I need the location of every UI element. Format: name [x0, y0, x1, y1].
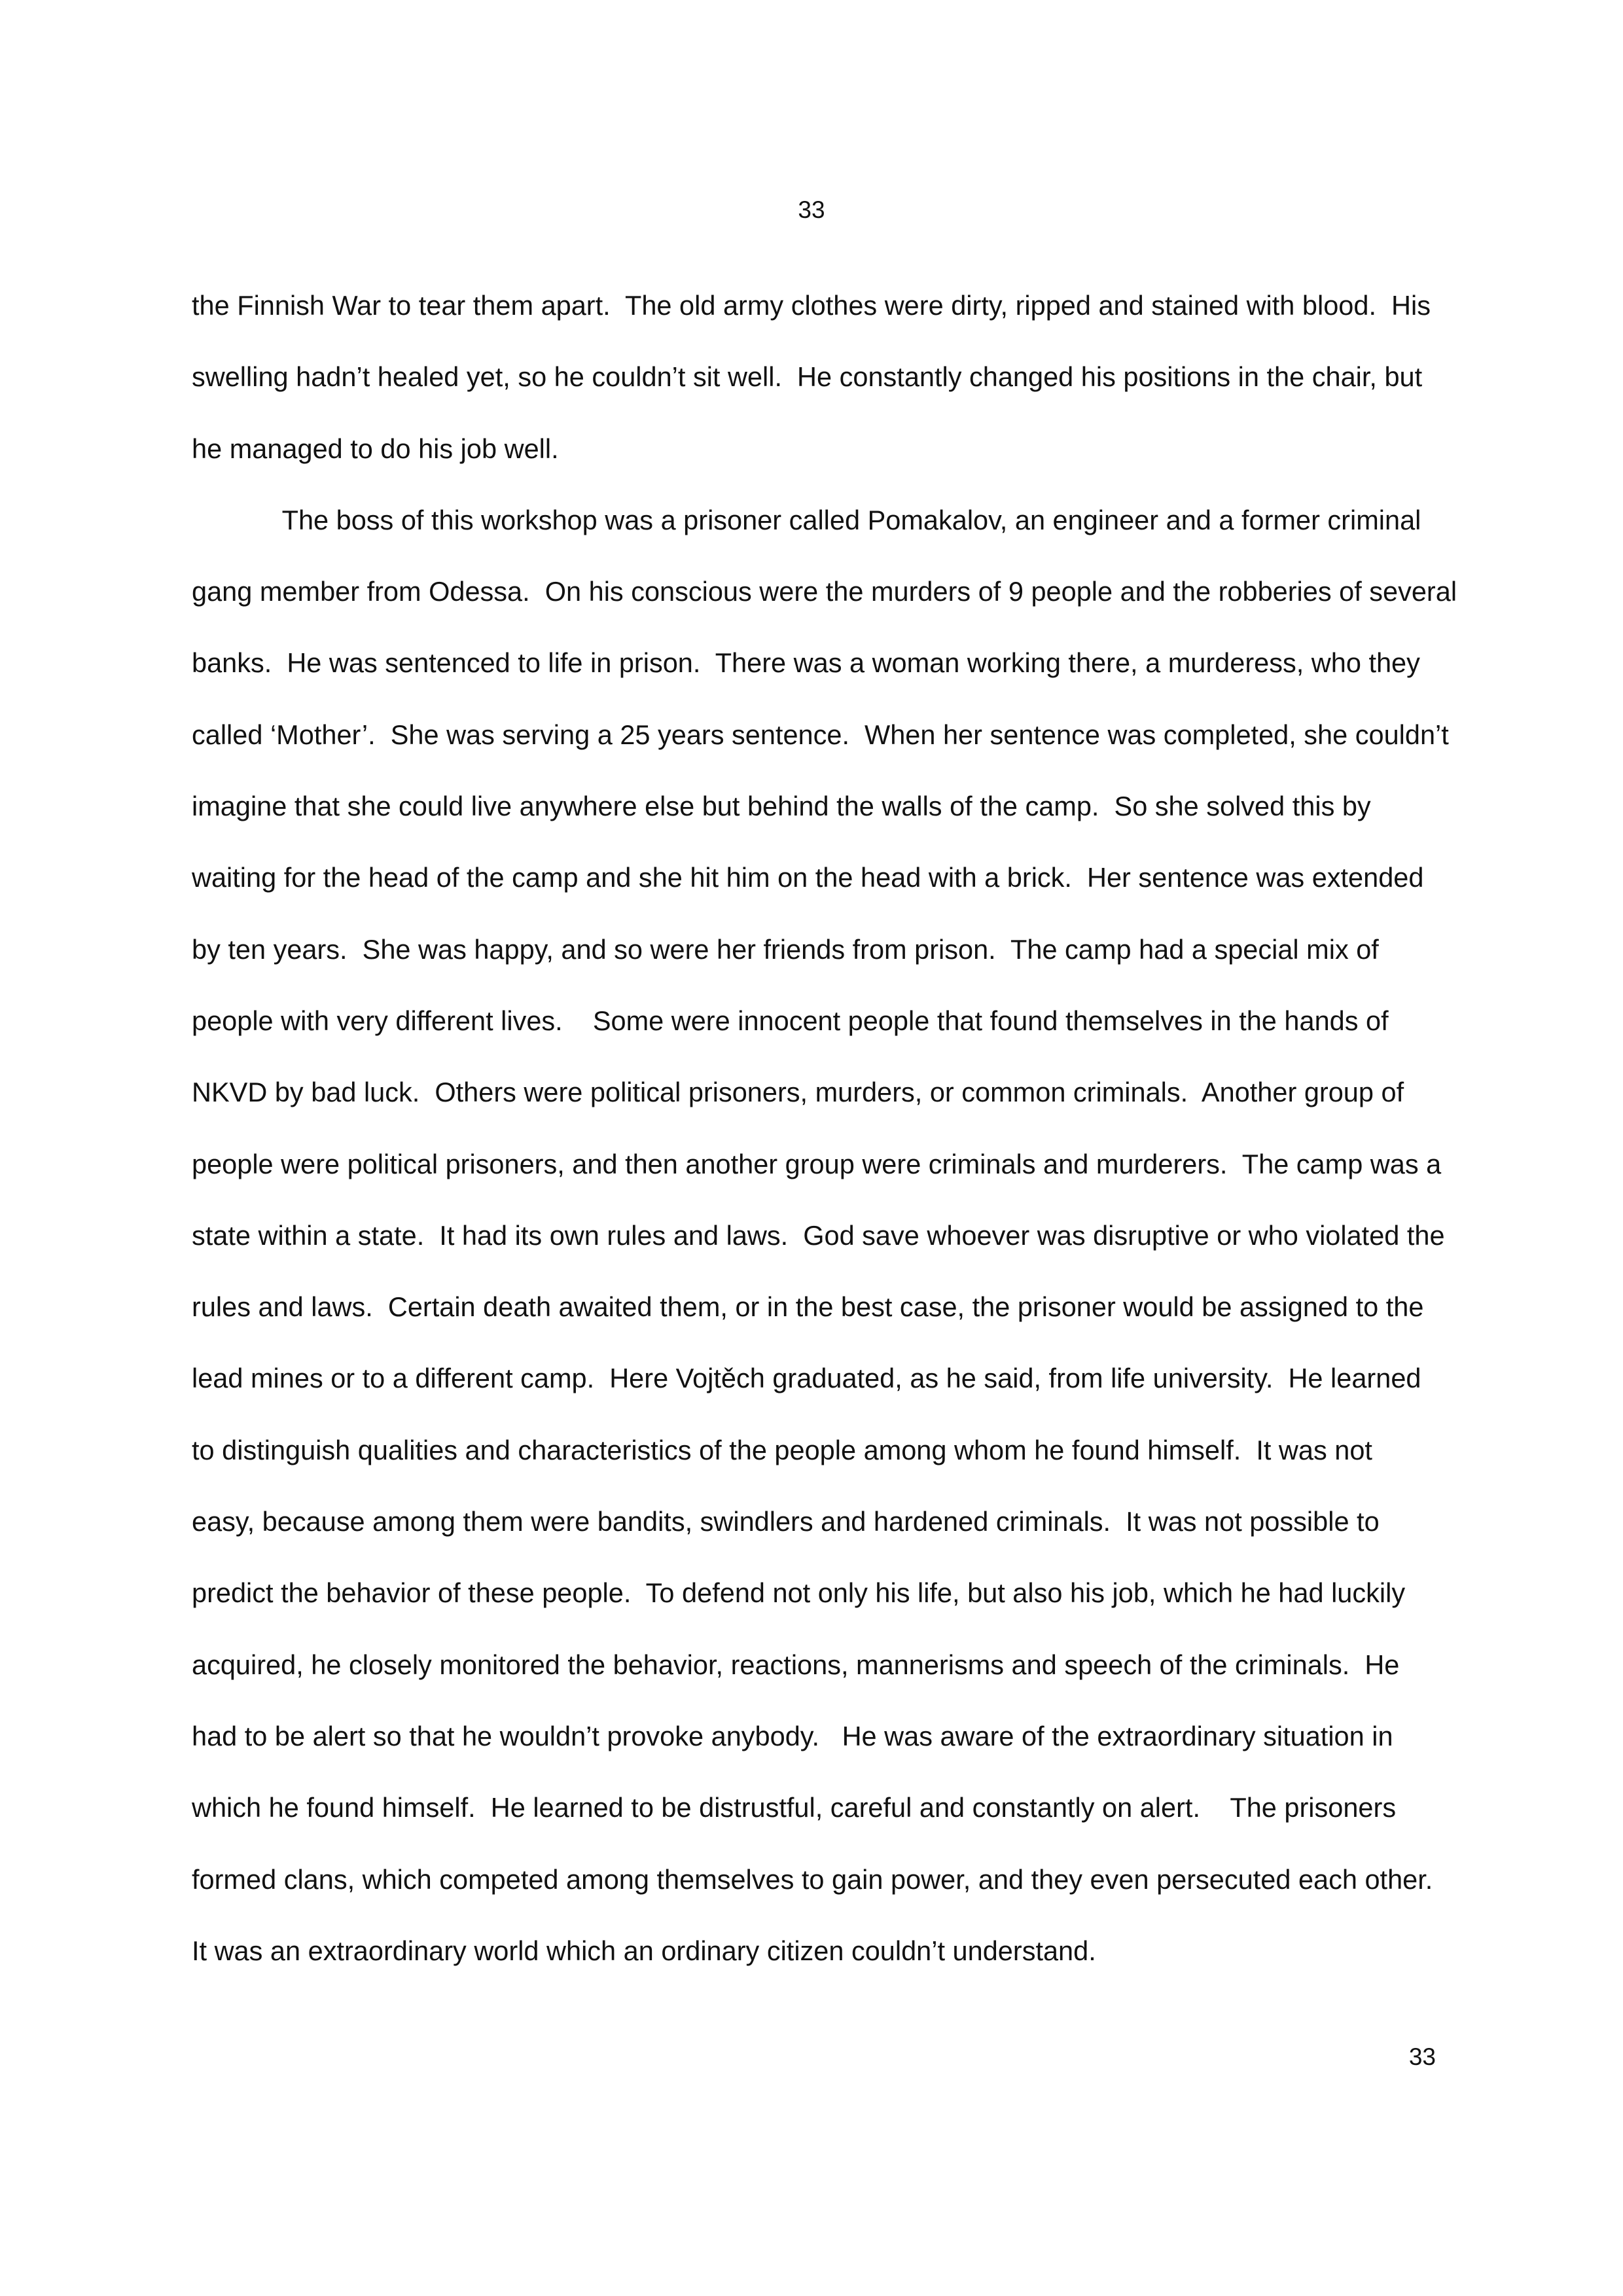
text-line: had to be alert so that he wouldn’t provoke anybody. He was aware of the extraordinary situation in [192, 1720, 1393, 1751]
text-line: people were political prisoners, and then another group were criminals and murderers. The camp was a [192, 1148, 1442, 1179]
text-line: The boss of this workshop was a prisoner called Pomakalov, an engineer and a former criminal [192, 504, 1421, 535]
text-line: NKVD by bad luck. Others were political prisoners, murders, or common criminals. Another group of [192, 1077, 1404, 1108]
text-line: he managed to do his job well. [192, 433, 559, 464]
text-line: the Finnish War to tear them apart. The old army clothes were dirty, ripped and stained with blood. His [192, 290, 1431, 321]
text-line: state within a state. It had its own rules and laws. God save whoever was disruptive or who violated the [192, 1219, 1445, 1251]
text-line: gang member from Odessa. On his conscious were the murders of 9 people and the robberies of several [192, 576, 1457, 607]
text-line: easy, because among them were bandits, swindlers and hardened criminals. It was not possible to [192, 1506, 1380, 1537]
text-line: people with very different lives. Some were innocent people that found themselves in the hands of [192, 1005, 1389, 1036]
text-line: by ten years. She was happy, and so were her friends from prison. The camp had a special mix of [192, 933, 1379, 965]
text-line: to distinguish qualities and characteristics of the people among whom he found himself. It was not [192, 1434, 1372, 1465]
text-line: banks. He was sentenced to life in prison. There was a woman working there, a murderess, who they [192, 647, 1420, 679]
text-line: acquired, he closely monitored the behavior, reactions, mannerisms and speech of the criminals. He [192, 1649, 1400, 1680]
text-line: imagine that she could live anywhere else but behind the walls of the camp. So she solved this by [192, 791, 1371, 822]
body-text [192, 289, 1457, 2006]
page-number-bottom: 33 [1408, 2043, 1436, 2070]
text-line: lead mines or to a different camp. Here Vojtěch graduated, as he said, from life university. He learned [192, 1363, 1421, 1394]
text-line: which he found himself. He learned to be distrustful, careful and constantly on alert. The prisoners [192, 1792, 1397, 1823]
text-line: called ‘Mother’. She was serving a 25 years sentence. When her sentence was completed, she couldn’t [192, 719, 1449, 750]
text-line: predict the behavior of these people. To defend not only his life, but also his job, which he had luckily [192, 1577, 1406, 1609]
page-number-top: 33 [798, 196, 825, 223]
text-line: swelling hadn’t healed yet, so he couldn’t sit well. He constantly changed his positions in the chair, but [192, 361, 1423, 393]
text-line: formed clans, which competed among themselves to gain power, and they even persecuted each other. [192, 1863, 1433, 1895]
text-line: It was an extraordinary world which an ordinary citizen couldn’t understand. [192, 1935, 1096, 1966]
text-line: waiting for the head of the camp and she hit him on the head with a brick. Her sentence was extended [192, 862, 1424, 893]
text-line: rules and laws. Certain death awaited them, or in the best case, the prisoner would be assigned to the [192, 1291, 1424, 1323]
